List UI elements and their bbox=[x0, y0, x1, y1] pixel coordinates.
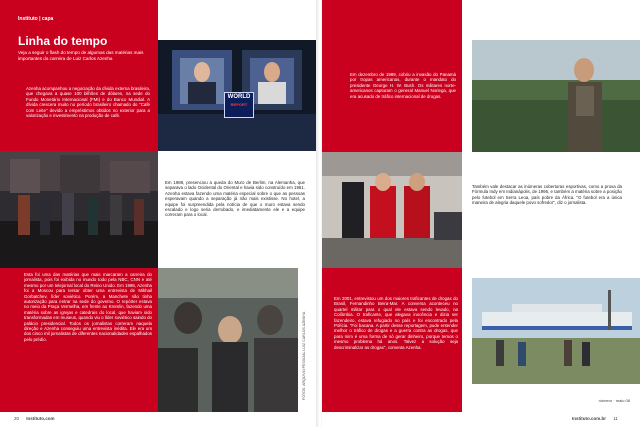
page-number-right: 11 bbox=[613, 416, 618, 421]
photo-airplane-colombia bbox=[472, 278, 640, 384]
page-number-left: 20 bbox=[14, 416, 20, 421]
photo-jungle-reporter bbox=[472, 40, 640, 152]
photo-formula-indy bbox=[322, 152, 462, 268]
text-sports: Também vale destacar as inúmeras coberturas esportivas, como a prova da Fórmula Indy em Indianápolis, de 1995, e também a matéria sobre a posição pelo futebol em Serra Leoa, país pobre da África. "O futebol era a única maneira de alegria daquele povo sofredor", diz o jornalista. bbox=[472, 184, 622, 206]
footer-left bbox=[14, 416, 55, 421]
photo-credit: FOTOS: ARQUIVO PESSOAL LUIZ CARLOS AZENHA bbox=[302, 311, 306, 400]
text-berlin-wall: Em 1989, presenciou a queda do Muro de Berlim, na Alemanha, que separava o lado Ocidental do Oriental e havia sido construído em 1961. Azenha estava fazendo uma matéria especial sobre o que as pessoas esperavam quando a separação já não mais existisse. No hotel, a equipe foi surpreendida pela notícia de que o muro estava sendo escalado e logo seria derrubado, e imediatamente ele e a equipe correram para o local. bbox=[165, 180, 305, 218]
tv-logo bbox=[224, 92, 254, 118]
section-tag: Instituto | capa bbox=[18, 16, 54, 22]
footer-edition: número · maio 08 bbox=[598, 398, 630, 403]
footer-right-brand bbox=[572, 416, 618, 421]
photo-berlin-wall bbox=[0, 151, 158, 268]
tv-logo-line2: REPORT bbox=[230, 102, 248, 107]
tv-logo-line1: WORLD bbox=[227, 94, 251, 100]
right-page bbox=[322, 0, 640, 427]
red-block-top-left bbox=[0, 0, 158, 151]
text-panama: Em dezembro de 1989, cobriu a invasão do Panamá por tropas americanas, durante o mandato do presidente George H. W. Bush. Os militares norte-americanos capturam o general Manuel Noriega, que era acusado de tráfico internacional de drogas. bbox=[350, 72, 456, 99]
footer-brand-left: Instituto.com bbox=[26, 416, 55, 421]
text-gorbatchev: Esta foi uma das matérias que mais marcaram a carreira do jornalista, pois foi exibida no mundo todo pela NBC, CNN e até mesmo por um telejornal local do Reino Unido. Em 1986, Azenha foi a Moscou para tentar obter uma entrevista de Mikhail Gorbatchev, líder soviético. Porém, a Manchete não tinha autorização para entrar na sede do governo. O repórter estava no meio da Praça Vermelha, em frente ao Kremlin, fazendo uma matéria sobre as igrejas e catedrais do local, que haviam sido transformadas em museus, quando viu o líder soviético saindo do palácio presidencial. Todos os jornalistas correram naquela direção e Azenha conseguiu uma entrevista inédita. Ele era um dos cinco mil jornalistas de diferentes nacionalidades espalhados pelo prédio. bbox=[24, 272, 152, 342]
page-subtitle: Veja a seguir o flash do tempo de algumas das matérias mais importantes da carreira de Luiz Carlos Azenha bbox=[18, 50, 144, 61]
text-debt-negotiation: Azenha acompanhou a negociação da dívida externa brasileira, que chegava a quase 100 bilhões de dólares, na sede do Fundo Monetário Internacional (FMI) e do Banco Mundial. A dívida crescera muito no período brasileiro chamado do "Café com Leite" devido a empréstimos obtidos no exterior para a valorização e investimento na produção de café. bbox=[26, 86, 150, 119]
left-page bbox=[0, 0, 318, 427]
photo-tv-broadcast bbox=[158, 40, 316, 151]
photo-kremlin-interview bbox=[158, 268, 298, 412]
text-beira-mar: Em 2001, entrevistou um dos maiores traficantes de drogas do Brasil, Fernandinho Beira-Mar. A conversa aconteceu no quartel militar para o qual ele estava sendo levado, na Colômbia. O traficante, que alegava inocência e dizia ser fazendeiro, estava refugiado no país e foi encontrado pela Polícia. "Foi bacana. A partir desse reportagem, pude entender melhor o tráfico de drogas e a guerra contra as drogas, que para mim é uma forma de só gerar dinheiro, porque temos o mesmo problema há anos. Talvez a solução seja descriminalizar as drogas", comenta Azenha. bbox=[334, 296, 458, 350]
page-title: Linha do tempo bbox=[18, 34, 108, 48]
footer-brand-right: Instituto.com.br bbox=[572, 416, 606, 421]
